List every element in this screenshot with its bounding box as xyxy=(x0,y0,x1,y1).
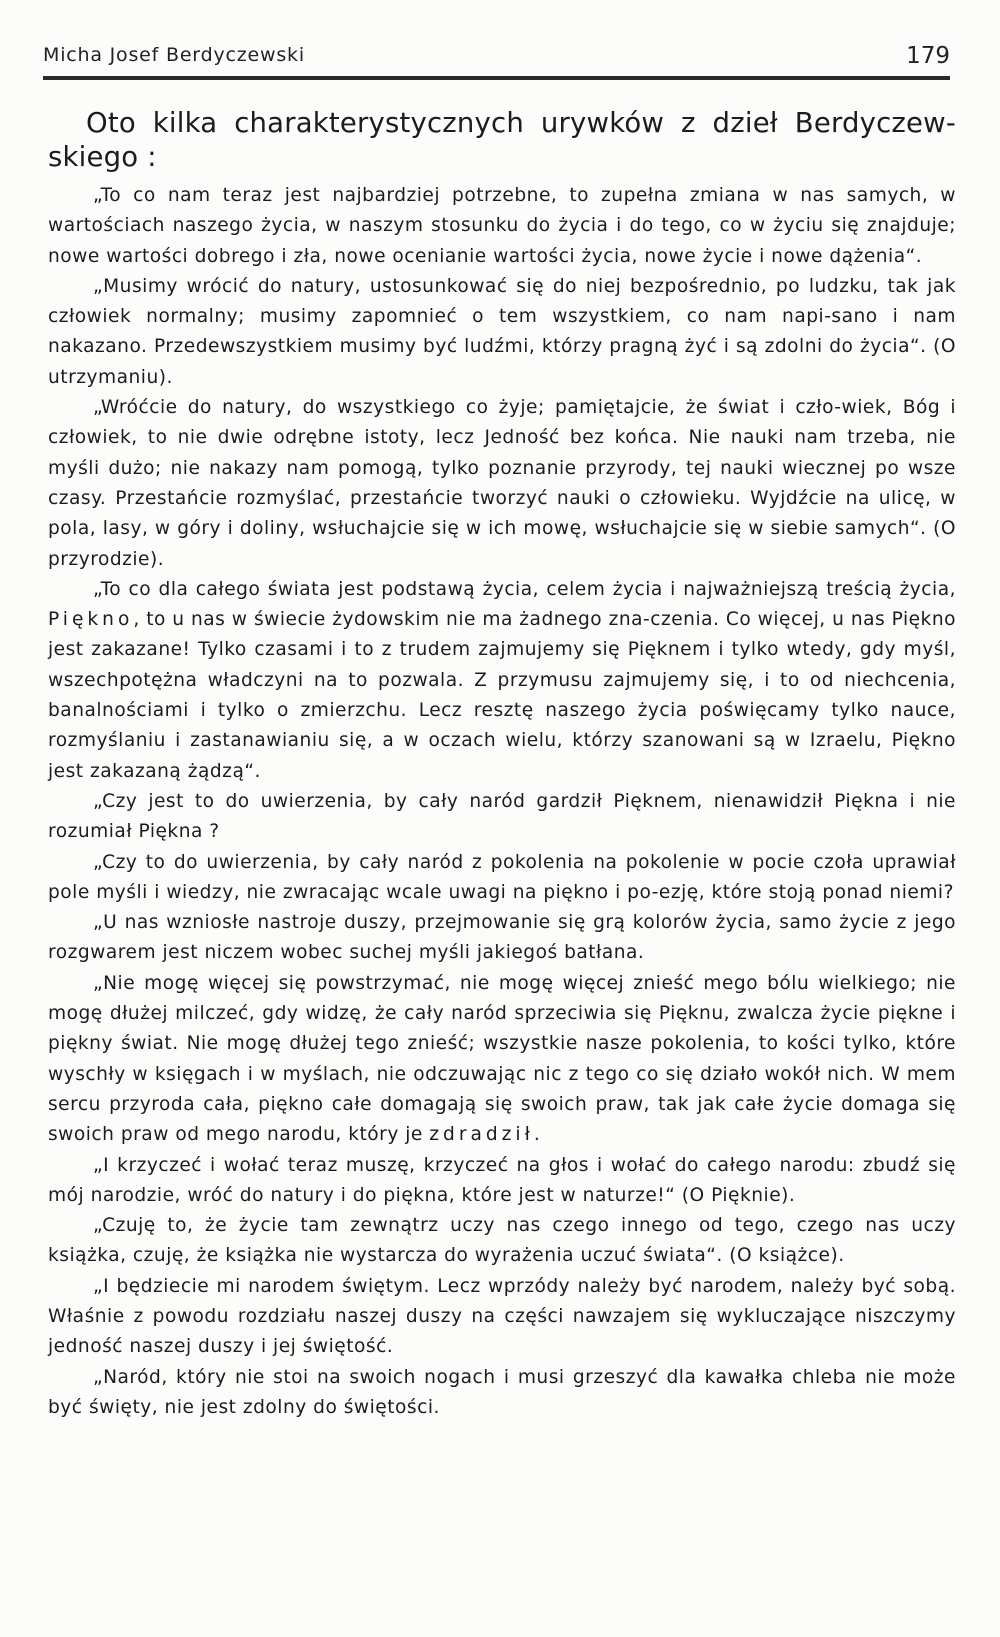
paragraph: „To co nam teraz jest najbardziej potrzebne, to zupełna zmiana w nas samych, w wartościach naszego życia, w naszym stosunku do życia i do tego, co w życiu się znajduje; nowe wartości dobrego i zła, nowe ocenianie wartości życia, nowe życie i nowe dążenia“. xyxy=(48,185,956,267)
spaced-emphasis: zdradził xyxy=(429,1124,534,1146)
paragraph: „Czuję to, że życie tam zewnątrz uczy nas czego innego od tego, czego nas uczy książka, czuję, że książka nie wystarcza do wyrażenia uczuć świata“. (O książce). xyxy=(48,1215,956,1267)
paragraph-text: , to u nas w świecie żydowskim nie ma żadnego zna-czenia. Co więcej, u nas Piękno jest zakazane! Tylko czasami i to z trudem zajmujemy się Pięknem i tylko wtedy, gdy myśl, wszechpotężna władczyni na to pozwala. Z przymusu zajmujemy się, i to od niechcenia, banalnościami i tylko o zmierzchu. Lecz resztę naszego życia poświęcamy tylko nauce, rozmyślaniu i zastanawianiu się, a w oczach wielu, którzy szanowani są w Izraelu, Piękno jest zakazaną żądzą“. xyxy=(48,609,956,782)
paragraph-text: „Nie mogę więcej się powstrzymać, nie mogę więcej znieść mego bólu wielkiego; nie mogę dłużej milczeć, gdy widzę, że cały naród sprzeciwia się Pięknu, zwalcza życie piękne i piękny świat. Nie mogę dłużej tego znieść; wszystkie nasze pokolenia, to kości tylko, które wyschły w księgach i w myślach, nie odczuwając nic z tego co się działo wokół nich. W mem sercu przyroda cała, piękno całe domagają się swoich praw, tak jak całe życie domaga się swoich praw od mego narodu, który je xyxy=(48,972,956,1146)
paragraph: „U nas wzniosłe nastroje duszy, przejmowanie się grą kolorów życia, samo życie z jego rozgwarem jest niczem wobec suchej myśli jakiegoś batłana. xyxy=(48,912,956,964)
spaced-emphasis: Piękno xyxy=(48,609,134,631)
paragraph: „Naród, który nie stoi na swoich nogach i musi grzeszyć dla kawałka chleba nie może być święty, nie jest zdolny do świętości. xyxy=(48,1366,956,1418)
intro-heading: Oto kilka charakterystycznych urywków z dzieł Berdyczew-skiego : xyxy=(48,107,956,173)
paragraph xyxy=(48,969,956,1151)
paragraph: „Czy jest to do uwierzenia, by cały naród gardził Pięknem, nienawidził Piękna i nie rozumiał Piękna ? xyxy=(48,790,956,843)
paragraph-text: „To co dla całego świata jest podstawą życia, celem życia i najważniejszą treścią życia, xyxy=(93,578,956,600)
paragraph: „Musimy wrócić do natury, ustosunkować się do niej bezpośrednio, po ludzku, tak jak człowiek normalny; musimy zapomnieć o tem wszystkiem, co nam napi-sano i nam nakazano. Przedewszystkiem musimy być ludźmi, którzy pragną żyć i są zdolni do życia“. (O utrzymaniu). xyxy=(48,275,956,388)
body-text xyxy=(48,106,956,1423)
paragraph xyxy=(48,575,956,787)
page-number: 179 xyxy=(906,43,950,69)
paragraph: „I będziecie mi narodem świętym. Lecz wprzódy należy być narodem, należy być sobą. Właśnie z powodu rozdziału naszej duszy na części nawzajem się wykluczające niszczymy jedność naszej duszy i jej świętość. xyxy=(48,1275,956,1358)
running-head: Micha Josef Berdyczewski xyxy=(43,44,305,66)
paragraph: „Czy to do uwierzenia, by cały naród z pokolenia na pokolenie w pocie czoła uprawiał pole myśli i wiedzy, nie zwracając wcale uwagi na piękno i po-ezję, które stoją ponad niemi? xyxy=(48,851,956,903)
paragraph: „I krzyczeć i wołać teraz muszę, krzyczeć na głos i wołać do całego narodu: zbudź się mój narodzie, wróć do natury i do piękna, które jest w naturze!“ (O Pięknie). xyxy=(48,1154,956,1206)
paragraph: „Wróćcie do natury, do wszystkiego co żyje; pamiętajcie, że świat i czło-wiek, Bóg i człowiek, to nie dwie odrębne istoty, lecz Jedność bez końca. Nie nauki nam trzeba, nie myśli dużo; nie nakazy nam pomogą, tylko poznanie przyrody, tej nauki wiecznej po wsze czasy. Przestańcie rozmyślać, przestańcie tworzyć nauki o człowieku. Wyjdźcie na ulicę, w pola, lasy, w góry i doliny, wsłuchajcie się w ich mowę, wsłuchajcie się w siebie samych“. (O przyrodzie). xyxy=(48,397,956,570)
page-header xyxy=(43,44,950,74)
header-rule xyxy=(43,76,950,80)
paragraph-text: . xyxy=(533,1124,541,1146)
